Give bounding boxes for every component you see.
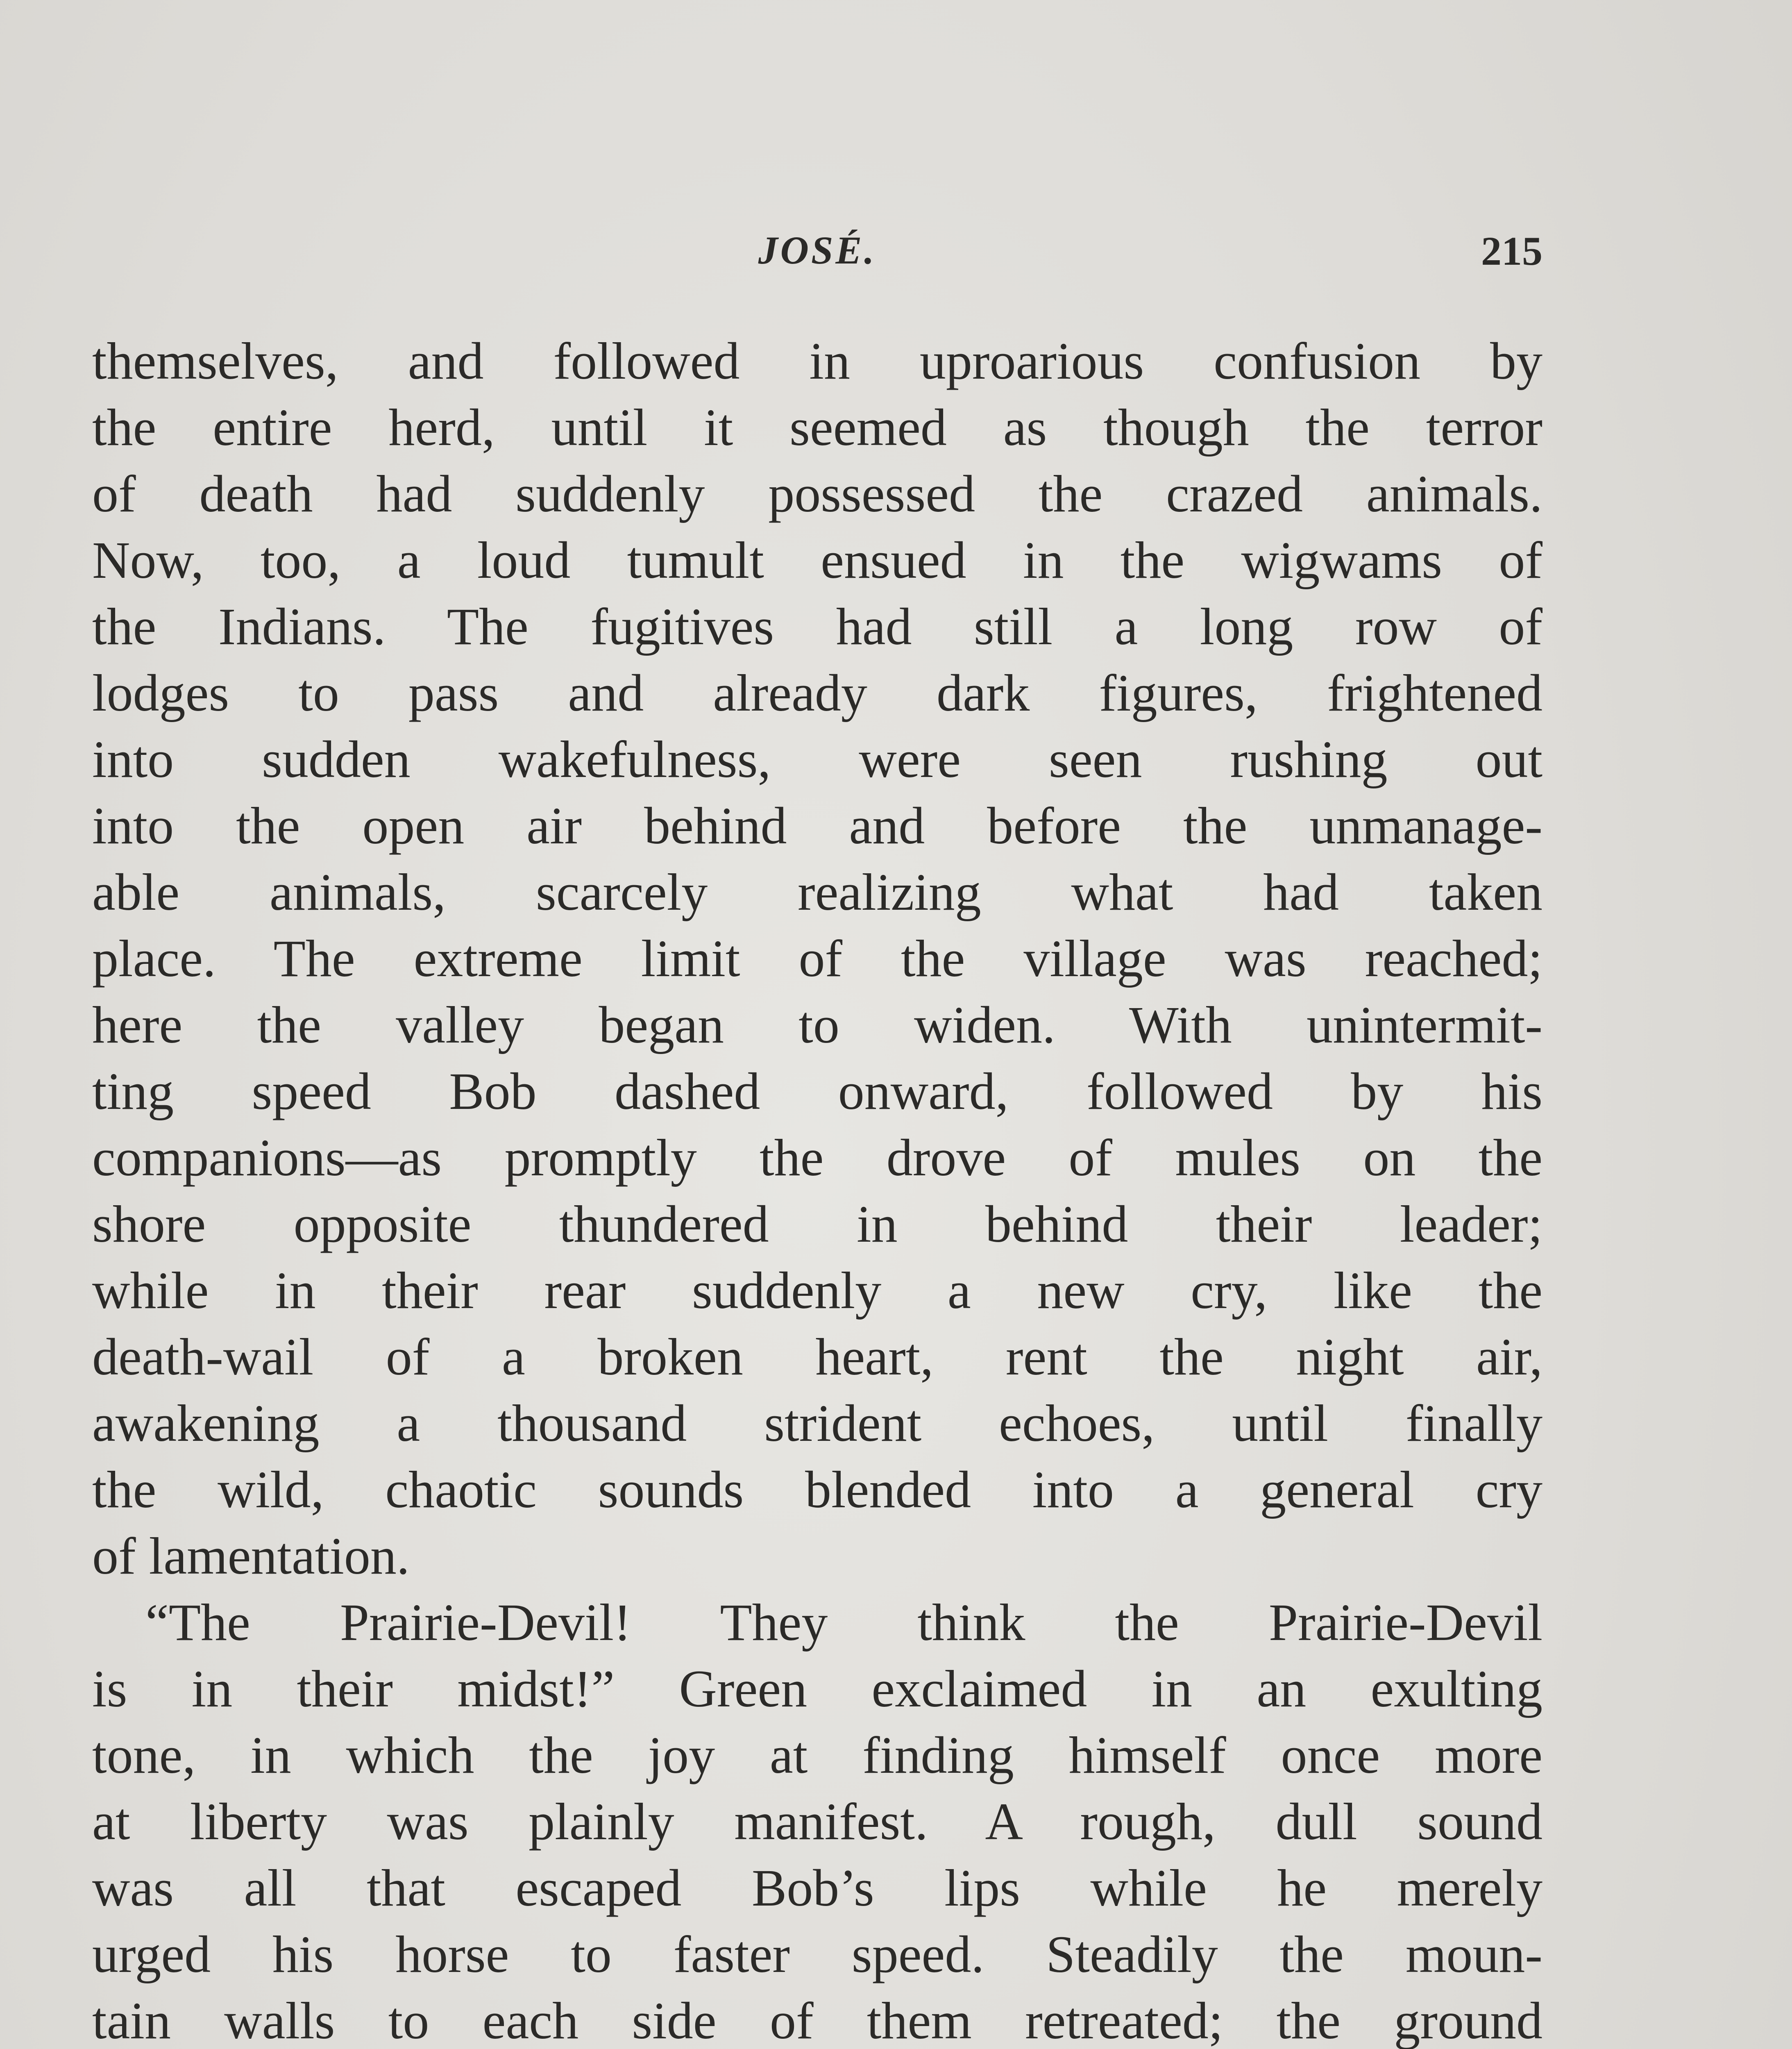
text-line: the entire herd, until it seemed as though the terror: [92, 398, 1542, 457]
text-line: tain walls to each side of them retreated; the ground: [92, 1992, 1542, 2049]
text-line: urged his horse to faster speed. Steadily the moun-: [92, 1925, 1542, 1983]
text-line: while in their rear suddenly a new cry, like the: [92, 1261, 1542, 1320]
text-line: place. The extreme limit of the village was reached;: [92, 929, 1542, 988]
running-head: [92, 227, 1542, 297]
text-line: was all that escaped Bob’s lips while he merely: [92, 1859, 1542, 1917]
text-line: Now, too, a loud tumult ensued in the wigwams of: [92, 531, 1542, 589]
text-line: at liberty was plainly manifest. A rough, dull sound: [92, 1792, 1542, 1851]
text-line: awakening a thousand strident echoes, until finally: [92, 1394, 1542, 1452]
text-line: able animals, scarcely realizing what had taken: [92, 863, 1542, 921]
text-line: death-wail of a broken heart, rent the night air,: [92, 1328, 1542, 1386]
text-line: ting speed Bob dashed onward, followed by his: [92, 1062, 1542, 1120]
text-line: into sudden wakefulness, were seen rushing out: [92, 730, 1542, 788]
body-text: [92, 328, 1542, 2049]
text-line: the Indians. The fugitives had still a long row of: [92, 597, 1542, 656]
text-line: lodges to pass and already dark figures, frightened: [92, 664, 1542, 722]
text-line: is in their midst!” Green exclaimed in an exulting: [92, 1660, 1542, 1718]
page-number: 215: [1481, 228, 1542, 274]
text-line: shore opposite thundered in behind their leader;: [92, 1195, 1542, 1253]
text-line: of death had suddenly possessed the crazed animals.: [92, 465, 1542, 523]
text-line: the wild, chaotic sounds blended into a general cry: [92, 1461, 1542, 1519]
running-title: JOSÉ.: [758, 228, 877, 272]
text-line: here the valley began to widen. With unintermit-: [92, 996, 1542, 1054]
text-line: of lamentation.: [92, 1527, 410, 1585]
text-line: themselves, and followed in uproarious confusion by: [92, 332, 1542, 390]
text-line: into the open air behind and before the unmanage-: [92, 797, 1542, 855]
text-line: “The Prairie-Devil! They think the Prairie-Devil: [145, 1593, 1542, 1651]
text-line: tone, in which the joy at finding himself once more: [92, 1726, 1542, 1784]
text-line: companions—as promptly the drove of mules on the: [92, 1129, 1542, 1187]
